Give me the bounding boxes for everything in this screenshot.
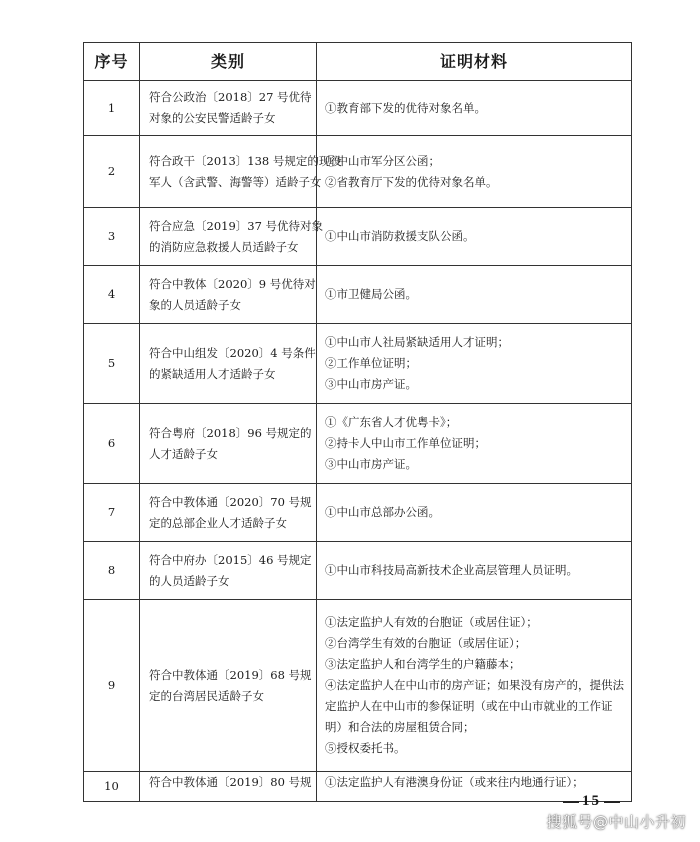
row-category	[140, 81, 317, 136]
row-materials	[317, 542, 632, 600]
material-item: ①中山市消防救援支队公函。	[325, 229, 475, 243]
category-line: 符合粤府〔2018〕96 号规定的	[149, 425, 312, 440]
material-item: ①《广东省人才优粤卡》；	[325, 415, 458, 429]
row-number: 3	[84, 208, 140, 266]
material-item: ③法定监护人和台湾学生的户籍藤本；	[325, 657, 521, 671]
category-line: 的消防应急救援人员适龄子女	[149, 239, 299, 254]
category-line: 符合中教体〔2020〕9 号优待对	[149, 276, 316, 291]
category-line: 的紧缺适用人才适龄子女	[149, 366, 276, 381]
table-row	[84, 266, 632, 324]
row-number: 1	[84, 81, 140, 136]
material-item: ⑤授权委托书。	[325, 741, 406, 755]
category-line: 符合应急〔2019〕37 号优待对象	[149, 218, 324, 233]
row-category	[140, 404, 317, 484]
material-item: ②台湾学生有效的台胞证（或居住证）；	[325, 636, 527, 650]
watermark: 搜狐号@中山小升初	[546, 813, 686, 831]
row-number: 7	[84, 484, 140, 542]
table-row	[84, 81, 632, 136]
material-item: ②持卡人中山市工作单位证明；	[325, 436, 486, 450]
category-line: 符合中教体通〔2020〕70 号规	[149, 494, 312, 509]
row-category	[140, 136, 342, 208]
category-line: 对象的公安民警适龄子女	[149, 111, 276, 125]
row-materials	[317, 81, 632, 136]
header-no: 序号	[84, 43, 140, 81]
row-materials	[317, 208, 632, 266]
table-row	[84, 600, 632, 772]
table-row	[84, 136, 632, 208]
table-header-row	[84, 43, 632, 81]
category-line: 符合中教体通〔2019〕80 号规	[149, 775, 312, 789]
material-item: ①中山市人社局紧缺适用人才证明；	[325, 335, 509, 349]
row-materials	[317, 484, 632, 542]
table-row	[84, 542, 632, 600]
row-number: 5	[84, 324, 140, 404]
row-number: 9	[84, 600, 140, 772]
category-line: 符合中府办〔2015〕46 号规定	[149, 552, 312, 567]
row-number: 6	[84, 404, 140, 484]
page-number: 15	[560, 793, 623, 810]
category-line: 人才适龄子女	[149, 446, 218, 461]
material-item: ②省教育厅下发的优待对象名单。	[325, 174, 498, 189]
category-line: 符合公政治〔2018〕27 号优待	[149, 90, 312, 104]
row-materials	[317, 266, 632, 324]
material-item: ①市卫健局公函。	[325, 287, 417, 301]
material-item: ②工作单位证明；	[325, 356, 417, 370]
table-row	[84, 772, 632, 802]
material-item: ③中山市房产证。	[325, 457, 417, 471]
category-line: 象的人员适龄子女	[149, 297, 241, 312]
row-category	[140, 484, 317, 542]
row-number: 10	[84, 772, 140, 802]
row-category	[140, 266, 317, 324]
row-number: 8	[84, 542, 140, 600]
row-category	[140, 542, 317, 600]
category-line: 的人员适龄子女	[149, 573, 230, 588]
header-materials: 证明材料	[317, 43, 632, 81]
row-category	[140, 208, 324, 266]
category-line: 定的总部企业人才适龄子女	[149, 515, 287, 530]
table-row	[84, 484, 632, 542]
material-item: ①法定监护人有港澳身份证（或来往内地通行证）；	[325, 775, 584, 789]
material-item: ①教育部下发的优待对象名单。	[325, 100, 486, 115]
row-materials	[317, 404, 632, 484]
table-row	[84, 404, 632, 484]
row-materials	[317, 600, 632, 772]
category-line: 符合中山组发〔2020〕4 号条件	[149, 345, 316, 360]
eligibility-table	[83, 42, 632, 802]
material-item: ①中山市总部办公函。	[325, 505, 440, 519]
table-row	[84, 208, 632, 266]
category-line: 符合中教体通〔2019〕68 号规	[149, 667, 312, 682]
material-item: ①法定监护人有效的台胞证（或居住证）；	[325, 615, 538, 629]
header-category: 类别	[140, 43, 317, 81]
row-number: 2	[84, 136, 140, 208]
material-item: ①中山市科技局高新技术企业高层管理人员证明。	[325, 563, 578, 577]
category-line: 军人（含武警、海警等）适龄子女	[149, 174, 322, 189]
row-category	[140, 772, 317, 802]
category-line: 定的台湾居民适龄子女	[149, 688, 264, 703]
table-row	[84, 324, 632, 404]
row-number: 4	[84, 266, 140, 324]
material-item: ③中山市房产证。	[325, 377, 417, 391]
row-materials	[317, 324, 632, 404]
material-item: ④法定监护人在中山市的房产证；如果没有房产的，提供法定监护人在中山市的参保证明（或在中山市就业的工作证明）和合法的房屋租赁合同；	[325, 678, 624, 734]
material-item: ①中山市军分区公函；	[325, 153, 440, 168]
row-category	[140, 324, 317, 404]
row-materials	[317, 136, 632, 208]
row-category	[140, 600, 317, 772]
category-line: 符合政干〔2013〕138 号规定的现役	[149, 153, 342, 168]
